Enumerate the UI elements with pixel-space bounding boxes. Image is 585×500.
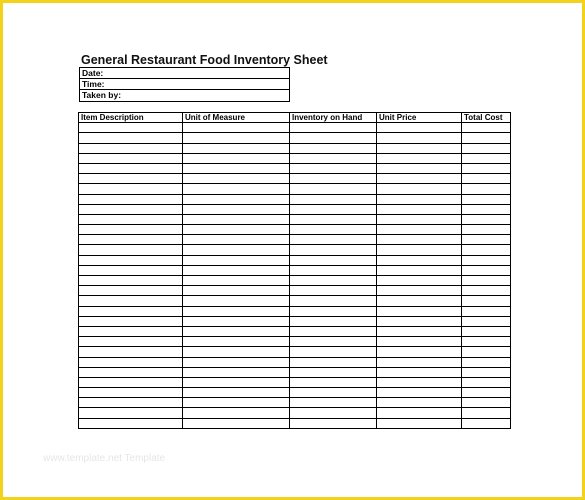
table-cell[interactable] [290, 286, 377, 296]
table-cell[interactable] [183, 204, 290, 214]
table-cell[interactable] [183, 153, 290, 163]
table-row [79, 316, 511, 326]
table-cell[interactable] [462, 357, 511, 367]
table-cell[interactable] [377, 357, 462, 367]
table-cell[interactable] [290, 174, 377, 184]
table-cell[interactable] [183, 408, 290, 418]
table-cell[interactable] [377, 194, 462, 204]
table-cell[interactable] [183, 367, 290, 377]
table-cell[interactable] [377, 133, 462, 143]
table-row [79, 255, 511, 265]
table-cell[interactable] [79, 153, 183, 163]
table-cell[interactable] [183, 418, 290, 428]
table-cell[interactable] [290, 398, 377, 408]
time-field[interactable]: Time: [80, 79, 289, 90]
table-cell[interactable] [377, 286, 462, 296]
table-row [79, 163, 511, 173]
table-cell[interactable] [290, 184, 377, 194]
table-cell[interactable] [462, 337, 511, 347]
table-cell[interactable] [79, 123, 183, 133]
table-cell[interactable] [290, 337, 377, 347]
table-cell[interactable] [183, 265, 290, 275]
table-cell[interactable] [462, 184, 511, 194]
table-cell[interactable] [183, 276, 290, 286]
table-cell[interactable] [290, 347, 377, 357]
table-cell[interactable] [183, 214, 290, 224]
meta-fields-box [79, 67, 290, 102]
table-row [79, 377, 511, 387]
table-cell[interactable] [79, 306, 183, 316]
table-cell[interactable] [183, 143, 290, 153]
table-cell[interactable] [377, 316, 462, 326]
table-cell[interactable] [183, 235, 290, 245]
table-row [79, 388, 511, 398]
table-cell[interactable] [462, 388, 511, 398]
table-cell[interactable] [290, 143, 377, 153]
table-header-row [79, 113, 511, 123]
table-row [79, 326, 511, 336]
table-cell[interactable] [79, 418, 183, 428]
table-cell[interactable] [462, 163, 511, 173]
table-cell[interactable] [79, 347, 183, 357]
table-cell[interactable] [462, 204, 511, 214]
table-cell[interactable] [183, 174, 290, 184]
table-cell[interactable] [462, 286, 511, 296]
table-cell[interactable] [462, 276, 511, 286]
table-row [79, 245, 511, 255]
table-cell[interactable] [290, 316, 377, 326]
table-cell[interactable] [290, 296, 377, 306]
table-cell[interactable] [183, 306, 290, 316]
table-cell[interactable] [462, 306, 511, 316]
table-cell[interactable] [183, 163, 290, 173]
table-row [79, 296, 511, 306]
table-row [79, 225, 511, 235]
table-cell[interactable] [183, 296, 290, 306]
table-cell[interactable] [377, 398, 462, 408]
table-row [79, 306, 511, 316]
table-cell[interactable] [377, 153, 462, 163]
table-cell[interactable] [290, 367, 377, 377]
table-cell[interactable] [183, 245, 290, 255]
table-cell[interactable] [79, 377, 183, 387]
table-cell[interactable] [462, 235, 511, 245]
table-cell[interactable] [183, 316, 290, 326]
table-cell[interactable] [290, 235, 377, 245]
table-cell[interactable] [462, 153, 511, 163]
table-cell[interactable] [462, 316, 511, 326]
table-cell[interactable] [79, 367, 183, 377]
table-row [79, 133, 511, 143]
table-cell[interactable] [79, 316, 183, 326]
table-cell[interactable] [377, 174, 462, 184]
table-cell[interactable] [290, 265, 377, 275]
table-cell[interactable] [79, 398, 183, 408]
table-row [79, 408, 511, 418]
table-cell[interactable] [183, 123, 290, 133]
table-row [79, 367, 511, 377]
table-cell[interactable] [377, 245, 462, 255]
table-cell[interactable] [183, 388, 290, 398]
table-cell[interactable] [377, 255, 462, 265]
table-cell[interactable] [79, 265, 183, 275]
table-cell[interactable] [79, 184, 183, 194]
table-cell[interactable] [79, 133, 183, 143]
table-cell[interactable] [377, 347, 462, 357]
table-cell[interactable] [377, 204, 462, 214]
table-cell[interactable] [377, 418, 462, 428]
table-cell[interactable] [377, 326, 462, 336]
table-row [79, 153, 511, 163]
table-row [79, 184, 511, 194]
table-cell[interactable] [79, 357, 183, 367]
table-cell[interactable] [377, 306, 462, 316]
table-cell[interactable] [79, 276, 183, 286]
table-cell[interactable] [183, 326, 290, 336]
table-cell[interactable] [79, 214, 183, 224]
table-cell[interactable] [377, 265, 462, 275]
table-row [79, 337, 511, 347]
column-header-inventory-on-hand: Inventory on Hand [290, 113, 377, 123]
table-cell[interactable] [79, 388, 183, 398]
table-cell[interactable] [462, 326, 511, 336]
table-row [79, 398, 511, 408]
table-cell[interactable] [79, 143, 183, 153]
table-cell[interactable] [183, 184, 290, 194]
table-cell[interactable] [462, 214, 511, 224]
table-cell[interactable] [183, 357, 290, 367]
table-cell[interactable] [183, 194, 290, 204]
table-cell[interactable] [79, 326, 183, 336]
table-cell[interactable] [377, 388, 462, 398]
table-row [79, 204, 511, 214]
table-cell[interactable] [462, 265, 511, 275]
table-cell[interactable] [79, 204, 183, 214]
table-cell[interactable] [377, 163, 462, 173]
table-cell[interactable] [462, 377, 511, 387]
table-cell[interactable] [290, 214, 377, 224]
table-cell[interactable] [377, 123, 462, 133]
table-cell[interactable] [462, 245, 511, 255]
table-cell[interactable] [290, 326, 377, 336]
table-cell[interactable] [183, 398, 290, 408]
table-row [79, 174, 511, 184]
table-cell[interactable] [79, 286, 183, 296]
table-cell[interactable] [377, 296, 462, 306]
table-row [79, 357, 511, 367]
column-header-item-description: Item Description [79, 113, 183, 123]
table-cell[interactable] [377, 225, 462, 235]
table-cell[interactable] [377, 276, 462, 286]
table-cell[interactable] [183, 337, 290, 347]
table-cell[interactable] [290, 418, 377, 428]
table-cell[interactable] [183, 133, 290, 143]
table-row [79, 235, 511, 245]
table-cell[interactable] [462, 143, 511, 153]
table-row [79, 418, 511, 428]
table-cell[interactable] [79, 235, 183, 245]
table-row [79, 265, 511, 275]
taken-by-field[interactable]: Taken by: [82, 90, 122, 100]
date-field[interactable]: Date: [80, 68, 289, 79]
table-row [79, 143, 511, 153]
table-cell[interactable] [462, 123, 511, 133]
table-cell[interactable] [290, 388, 377, 398]
column-header-unit-of-measure: Unit of Measure [183, 113, 290, 123]
column-header-total-cost: Total Cost [462, 113, 511, 123]
table-cell[interactable] [462, 225, 511, 235]
table-cell[interactable] [290, 225, 377, 235]
table-cell[interactable] [183, 377, 290, 387]
table-cell[interactable] [377, 143, 462, 153]
column-header-unit-price: Unit Price [377, 113, 462, 123]
table-cell[interactable] [462, 418, 511, 428]
table-cell[interactable] [462, 347, 511, 357]
table-row [79, 347, 511, 357]
table-cell[interactable] [290, 377, 377, 387]
table-cell[interactable] [462, 255, 511, 265]
table-cell[interactable] [79, 225, 183, 235]
table-cell[interactable] [79, 194, 183, 204]
table-cell[interactable] [290, 163, 377, 173]
table-cell[interactable] [290, 153, 377, 163]
table-cell[interactable] [79, 245, 183, 255]
table-cell[interactable] [290, 204, 377, 214]
table-cell[interactable] [290, 306, 377, 316]
table-cell[interactable] [290, 245, 377, 255]
table-cell[interactable] [79, 163, 183, 173]
table-cell[interactable] [79, 174, 183, 184]
table-cell[interactable] [290, 255, 377, 265]
table-cell[interactable] [377, 408, 462, 418]
table-cell[interactable] [79, 337, 183, 347]
table-row [79, 123, 511, 133]
table-cell[interactable] [377, 235, 462, 245]
table-cell[interactable] [462, 367, 511, 377]
table-cell[interactable] [462, 296, 511, 306]
table-row [79, 286, 511, 296]
table-cell[interactable] [377, 184, 462, 194]
table-cell[interactable] [462, 408, 511, 418]
table-cell[interactable] [377, 214, 462, 224]
table-body [79, 123, 511, 429]
table-cell[interactable] [79, 408, 183, 418]
table-cell[interactable] [462, 194, 511, 204]
table-cell[interactable] [79, 255, 183, 265]
table-cell[interactable] [183, 347, 290, 357]
table-cell[interactable] [290, 408, 377, 418]
inventory-table [78, 112, 511, 429]
table-cell[interactable] [290, 276, 377, 286]
table-cell[interactable] [290, 194, 377, 204]
table-cell[interactable] [183, 286, 290, 296]
table-cell[interactable] [462, 174, 511, 184]
table-row [79, 194, 511, 204]
table-cell[interactable] [290, 357, 377, 367]
table-cell[interactable] [290, 123, 377, 133]
table-cell[interactable] [79, 296, 183, 306]
table-cell[interactable] [377, 377, 462, 387]
sheet-title: General Restaurant Food Inventory Sheet [81, 53, 328, 67]
table-cell[interactable] [462, 398, 511, 408]
table-cell[interactable] [183, 225, 290, 235]
table-cell[interactable] [290, 133, 377, 143]
table-row [79, 214, 511, 224]
watermark-text: www.template.net Template [43, 453, 166, 464]
table-cell[interactable] [462, 133, 511, 143]
table-cell[interactable] [377, 337, 462, 347]
table-row [79, 276, 511, 286]
table-cell[interactable] [377, 367, 462, 377]
table-cell[interactable] [183, 255, 290, 265]
